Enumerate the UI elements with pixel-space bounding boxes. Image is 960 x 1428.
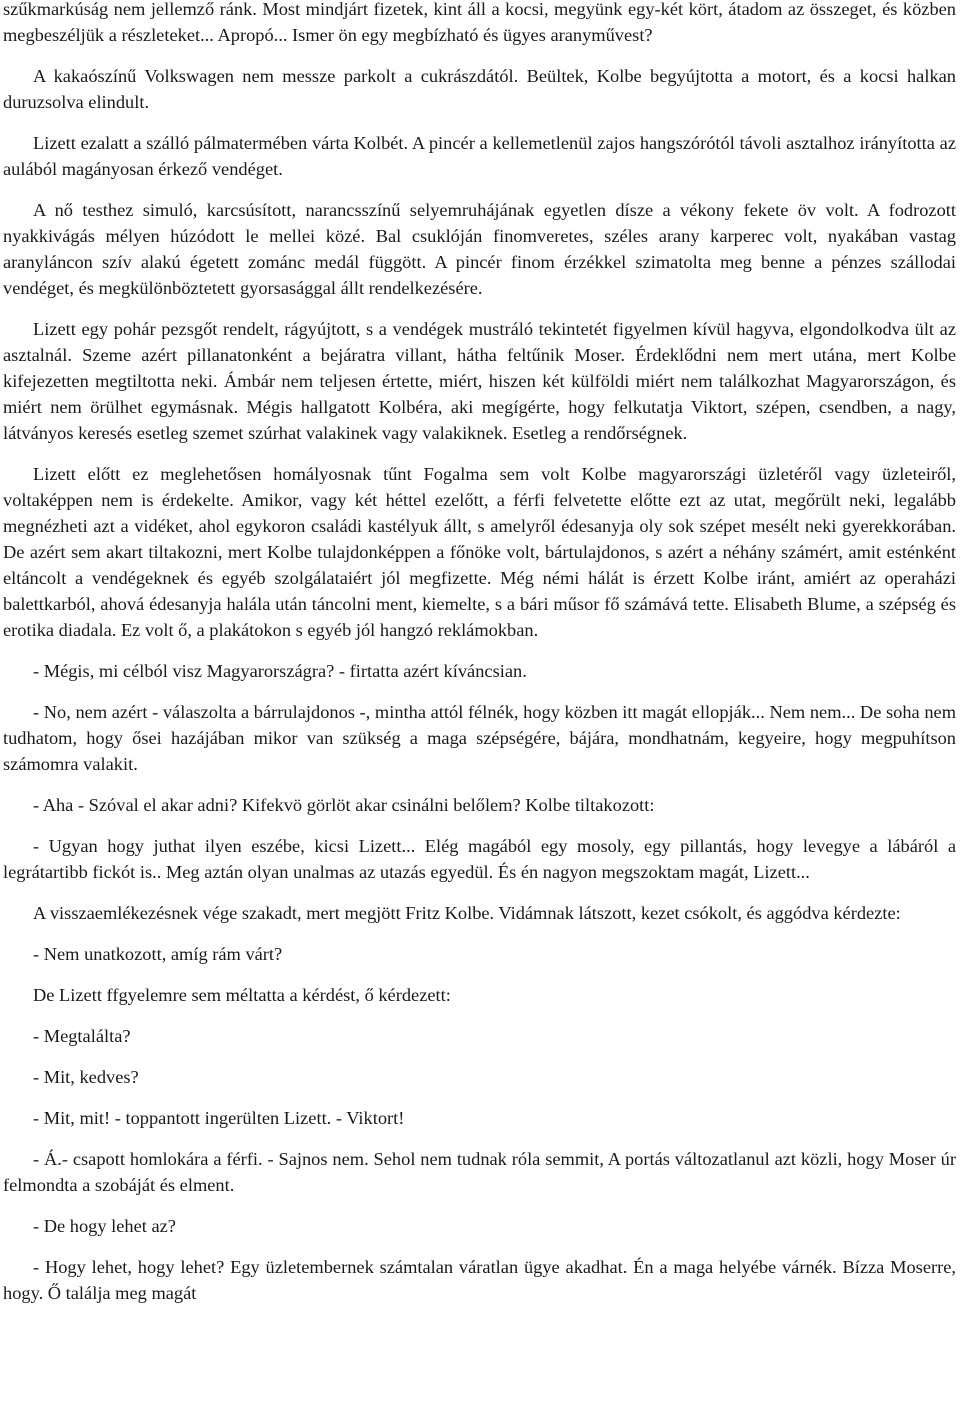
paragraph-1: szűkmarkúság nem jellemző ránk. Most mindjárt fizetek, kint áll a kocsi, megyünk egy-két kört, átadom az összeget, és közben megbeszéljük a részleteket... Apropó... Ismer ön egy megbízható és ügyes aranyművest? <box>3 0 956 45</box>
paragraph-8: De Lizett ffgyelemre sem méltatta a kérdést, ő kérdezett: <box>33 985 451 1005</box>
dialogue-line-2: - No, nem azért - válaszolta a bárrulajdonos -, mintha attól félnék, hogy közben itt magát ellopják... Nem nem... De soha nem tudhatom, hogy ősei hazájában mikor van szükség a maga szépségére, bájára, mondhatnám, kegyeire, hogy megpuhítson számomra valakit. <box>3 702 956 774</box>
paragraph-5: Lizett egy pohár pezsgőt rendelt, rágyújtott, s a vendégek mustráló tekintetét figyelmen kívül hagyva, elgondolkodva ült az asztalnál. Szeme azért pillanatonként a bejáratra villant, hátha feltűnik Moser. Érdeklődni nem mert utána, mert Kolbe kifejezetten megtiltotta neki. Ámbár nem teljesen értette, miért, hiszen két külföldi miért nem találkozhat Magyarországon, és miért nem örülhet egymásnak. Mégis hallgatott Kolbéra, aki megígérte, hogy felkutatja Viktort, szépen, csendben, a nagy, látványos keresés esetleg szemet szúrhat valakinek vagy valakiknek. Esetleg a rendőrségnek. <box>3 319 956 443</box>
paragraph-4: A nő testhez simuló, karcsúsított, narancsszínű selyemruhájának egyetlen dísze a vékony fekete öv volt. A fodrozott nyakkivágás mélyen húzódott le mellei közé. Bal csuklóján finomveretes, széles arany karperec volt, nyakában vastag aranyláncon szív alakú égetett zománc medál függött. A pincér finom érzékkel szimatolta meg benne a pénzes szállodai vendéget, és megkülönböztetett gyorsasággal állt rendelkezésére. <box>3 200 956 298</box>
dialogue-line-1: - Mégis, mi célból visz Magyarországra? - firtatta azért kíváncsian. <box>33 661 527 681</box>
dialogue-line-5: - Nem unatkozott, amíg rám várt? <box>33 944 283 964</box>
dialogue-line-9: - Á.- csapott homlokára a férfi. - Sajnos nem. Sehol nem tudnak róla semmit, A portás változatlanul azt közli, hogy Moser úr felmondta a szobáját és elment. <box>3 1149 956 1195</box>
paragraph-2: A kakaószínű Volkswagen nem messze parkolt a cukrászdától. Beültek, Kolbe begyújtotta a motort, és a kocsi halkan duruzsolva elindult. <box>3 66 956 112</box>
dialogue-line-8: - Mit, mit! - toppantott ingerülten Lizett. - Viktort! <box>33 1108 405 1128</box>
dialogue-line-6: - Megtalálta? <box>33 1026 131 1046</box>
dialogue-line-10: - De hogy lehet az? <box>33 1216 176 1236</box>
paragraph-6: Lizett előtt ez meglehetősen homályosnak tűnt Fogalma sem volt Kolbe magyarországi üzletéről vagy üzleteiről, voltaképpen nem is érdekelte. Amikor, vagy két héttel ezelőtt, a férfi felvetette előtte ezt az utat, megőrült neki, legalább megnézheti azt a vidéket, ahol egykoron családi kastélyuk állt, s amelyről édesanyja oly sok szépet mesélt neki gyerekkorában. De azért sem akart tiltakozni, mert Kolbe tulajdonképpen a főnöke volt, bártulajdonos, s azért a néhány számért, amit esténként eltáncolt a vendégeknek és egyéb szolgálataiért jól megfizette. Még némi hálát is érzett Kolbe iránt, amiért az operaházi balettkarból, ahová édesanyja halála után táncolni ment, kiemelte, s a bári műsor fő számává tette. Elisabeth Blume, a szépség és erotika diadala. Ez volt ő, a plakátokon s egyéb jól hangzó reklámokban. <box>3 464 956 640</box>
dialogue-line-11: - Hogy lehet, hogy lehet? Egy üzletembernek számtalan váratlan ügye akadhat. Én a maga helyébe várnék. Bízza Moserre, hogy. Ő találja meg magát <box>3 1257 956 1303</box>
dialogue-line-7: - Mit, kedves? <box>33 1067 139 1087</box>
paragraph-3: Lizett ezalatt a szálló pálmatermében várta Kolbét. A pincér a kellemetlenül zajos hangszórótól távoli asztalhoz irányította az aulából magányosan érkező vendéget. <box>3 133 956 179</box>
dialogue-line-4: - Ugyan hogy juthat ilyen eszébe, kicsi Lizett... Elég magából egy mosoly, egy pillantás, hogy levegye a lábáról a legrátartibb fickót is.. Meg aztán olyan unalmas az utazás egyedül. És én nagyon megszoktam magát, Lizett... <box>3 836 956 882</box>
dialogue-line-3: - Aha - Szóval el akar adni? Kifekvö görlöt akar csinálni belőlem? Kolbe tiltakozott: <box>33 795 655 815</box>
document-page <box>3 0 956 1321</box>
paragraph-7: A visszaemlékezésnek vége szakadt, mert megjött Fritz Kolbe. Vidámnak látszott, kezet csókolt, és aggódva kérdezte: <box>33 903 901 923</box>
